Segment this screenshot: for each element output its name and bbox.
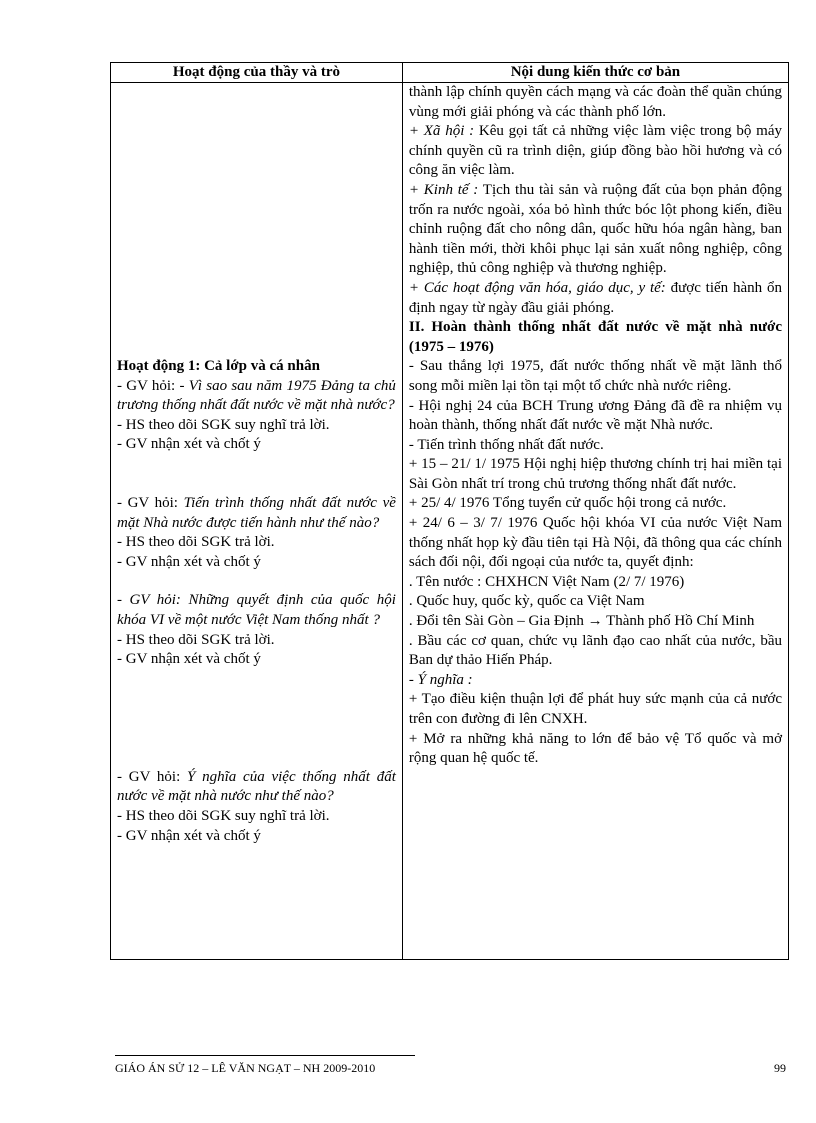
gv-conclusion-1: - GV nhận xét và chốt ý bbox=[117, 436, 261, 453]
question-2 bbox=[117, 494, 396, 533]
section-heading: II. Hoàn thành thống nhất đất nước về mặt nhà nước (1975 – 1976) bbox=[408, 319, 782, 355]
significance-1: + Tạo điều kiện thuận lợi để phát huy sức mạnh của cả nước trên con đường đi lên CNXH. bbox=[408, 691, 782, 727]
hs-answer-2: - HS theo dõi SGK trả lời. bbox=[117, 534, 275, 551]
content-p3: - Tiến trình thống nhất đất nước. bbox=[408, 436, 604, 453]
question-1-prefix: - GV hỏi: - bbox=[117, 377, 189, 394]
activity-heading: Hoạt động 1: Cả lớp và cá nhân bbox=[117, 358, 320, 374]
left-spacer-1 bbox=[117, 455, 396, 494]
left-top-spacer bbox=[117, 83, 396, 357]
hs-answer-1: - HS theo dõi SGK suy nghĩ trả lời. bbox=[117, 416, 330, 433]
table-header-row bbox=[111, 63, 789, 83]
gv-conclusion-4: - GV nhận xét và chốt ý bbox=[117, 827, 261, 844]
question-4-prefix: - GV hỏi: bbox=[117, 768, 188, 785]
header-activities: Hoạt động của thầy và trò bbox=[111, 63, 403, 83]
content-p5: + 25/ 4/ 1976 Tổng tuyển cử quốc hội trong cả nước. bbox=[408, 495, 727, 512]
header-content: Nội dung kiến thức cơ bản bbox=[402, 63, 788, 83]
hs-answer-4: - HS theo dõi SGK suy nghĩ trả lời. bbox=[117, 807, 330, 824]
decision-4: . Bầu các cơ quan, chức vụ lãnh đạo cao nhất của nước, bầu Ban dự thảo Hiến Pháp. bbox=[408, 632, 782, 669]
significance-2: + Mở ra những khả năng to lớn để bảo vệ Tổ quốc và mở rộng quan hệ quốc tế. bbox=[408, 730, 782, 767]
social-text: Kêu gọi tất cả những việc làm việc trong bộ máy chính quyền cũ ra trình diện, giúp đồng bào hồi hương và có công ăn việc làm. bbox=[408, 123, 783, 179]
content-p2: - Hội nghị 24 của BCH Trung ương Đảng đã đề ra nhiệm vụ hoàn thành, thống nhất đất nước về mặt Nhà nước. bbox=[408, 397, 782, 434]
question-2-prefix: - GV hỏi: bbox=[117, 494, 184, 511]
content-cell bbox=[402, 83, 788, 960]
question-1 bbox=[117, 377, 396, 416]
content-p6: + 24/ 6 – 3/ 7/ 1976 Quốc hội khóa VI của nước Việt Nam thống nhất họp kỳ đầu tiên tại Hà Nội, đã thông qua các chính sách đối nội, đối ngoại của nước ta, quyết định: bbox=[408, 515, 782, 571]
economy-text: Tịch thu tài sản và ruộng đất của bọn phản động trốn ra nước ngoài, xóa bỏ hình thức bóc lột phong kiến, điều chỉnh ruộng đất cho nông dân, quốc hữu hóa ngân hàng, ban hành tiền mới, thời khôi phục lại sản xuất nông nghiệp, công nghiệp, thủ công nghiệp và thương nghiệp. bbox=[408, 181, 782, 277]
left-spacer-2 bbox=[117, 670, 396, 768]
gv-conclusion-3: - GV nhận xét và chốt ý bbox=[117, 651, 261, 668]
culture-label: + Các hoạt động văn hóa, giáo dục, y tế: bbox=[408, 279, 666, 296]
content-social bbox=[409, 122, 782, 181]
content-economy bbox=[409, 181, 782, 279]
decision-2: . Quốc huy, quốc kỳ, quốc ca Việt Nam bbox=[408, 593, 645, 610]
page-number: 99 bbox=[774, 1061, 786, 1075]
decision-3: . Đổi tên Sài Gòn – Gia Định → Thành phố Hồ Chí Minh bbox=[408, 613, 755, 630]
content-continuation: thành lập chính quyền cách mạng và các đoàn thể quần chúng vùng mới giải phóng và các thành phố lớn. bbox=[408, 84, 782, 120]
gv-conclusion-2: - GV nhận xét và chốt ý bbox=[117, 553, 261, 570]
economy-label: + Kinh tế : bbox=[408, 181, 479, 198]
decision-1: . Tên nước : CHXHCN Việt Nam (2/ 7/ 1976) bbox=[408, 573, 685, 590]
question-4 bbox=[117, 768, 396, 807]
content-p4: + 15 – 21/ 1/ 1975 Hội nghị hiệp thương chính trị hai miền tại Sài Gòn nhất trí trong chủ trương thống nhất đất nước. bbox=[408, 456, 782, 492]
table-body-row bbox=[111, 83, 789, 960]
question-3: - GV hỏi: Những quyết định của quốc hội khóa VI về một nước Việt Nam thống nhất ? bbox=[117, 592, 396, 628]
activities-cell bbox=[111, 83, 403, 960]
footer-text: GIÁO ÁN SỬ 12 – LÊ VĂN NGẠT – NH 2009-2010 bbox=[115, 1061, 376, 1075]
footer-rule bbox=[115, 1055, 415, 1056]
question-2-text: Tiến trình thống nhất đất nước về mặt Nhà nước được tiến hành như thế nào? bbox=[117, 494, 396, 531]
hs-answer-3: - HS theo dõi SGK trả lời. bbox=[117, 631, 275, 648]
content-culture bbox=[409, 279, 782, 318]
culture-text: được tiến hành ổn định ngay từ ngày đầu giải phóng. bbox=[408, 279, 782, 316]
lesson-table bbox=[110, 62, 789, 960]
question-4-text: Ý nghĩa của việc thống nhất đất nước về mặt nhà nước như thế nào? bbox=[117, 768, 396, 805]
significance-label: - Ý nghĩa : bbox=[408, 671, 473, 688]
social-label: + Xã hội : bbox=[408, 123, 475, 140]
question-1-text: Vì sao sau năm 1975 Đảng ta chủ trương thống nhất đất nước về mặt nhà nước? bbox=[117, 377, 396, 414]
content-p1: - Sau thắng lợi 1975, đất nước thống nhất về mặt lãnh thổ song mỗi miền lại tồn tại một tổ chức nhà nước riêng. bbox=[408, 358, 782, 394]
